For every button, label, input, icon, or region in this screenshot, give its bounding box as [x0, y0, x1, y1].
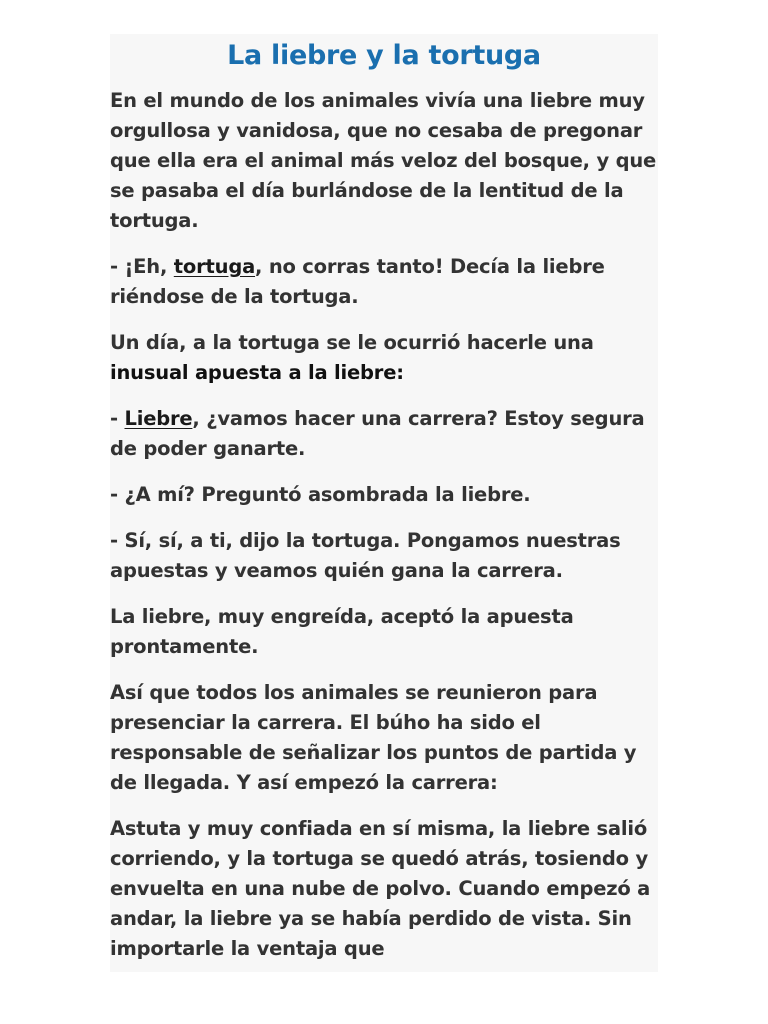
paragraph-race-start: Astuta y muy confiada en sí misma, la liebre salió corriendo, y la tortuga se quedó atrás, tosiendo y envuelta en una nube de polvo. Cuando empezó a andar, la liebre ya se había perdido de vista. Sin importarle la ventaja que [110, 817, 651, 960]
paragraph-text: Un día, a la tortuga se le ocurrió hacerle una [110, 331, 594, 354]
paragraph-text: , ¿vamos hacer una carrera? Estoy segura de poder ganarte. [110, 407, 645, 460]
paragraph-gathering: Así que todos los animales se reunieron para presenciar la carrera. El búho ha sido el responsable de señalizar los puntos de partida y de llegada. Y así empezó la carrera: [110, 681, 637, 794]
paragraph-intro: En el mundo de los animales vivía una liebre muy orgullosa y vanidosa, que no cesaba de pregonar que ella era el animal más veloz del bosque, y que se pasaba el día burlándose de la lentitud de la tortuga. [110, 89, 657, 232]
paragraph-text: - ¡Eh, [110, 255, 174, 278]
story-page [110, 34, 658, 972]
link-tortuga[interactable]: tortuga [173, 255, 256, 278]
link-liebre[interactable]: Liebre [124, 407, 193, 430]
paragraph-bet-idea [110, 328, 658, 388]
emphasis-text: inusual apuesta a la liebre: [110, 361, 404, 384]
paragraph-challenge [110, 404, 658, 464]
paragraph-mocking [110, 252, 658, 312]
paragraph-text: , no corras tanto! Decía la liebre riéndose de la tortuga. [110, 255, 605, 308]
paragraph-surprise: - ¿A mí? Preguntó asombrada la liebre. [110, 483, 531, 506]
story-title: La liebre y la tortuga [227, 40, 541, 71]
paragraph-text: - [110, 407, 125, 430]
paragraph-accept: La liebre, muy engreída, aceptó la apuesta prontamente. [110, 605, 574, 658]
paragraph-reply: - Sí, sí, a ti, dijo la tortuga. Pongamos nuestras apuestas y veamos quién gana la carrera. [110, 529, 621, 582]
